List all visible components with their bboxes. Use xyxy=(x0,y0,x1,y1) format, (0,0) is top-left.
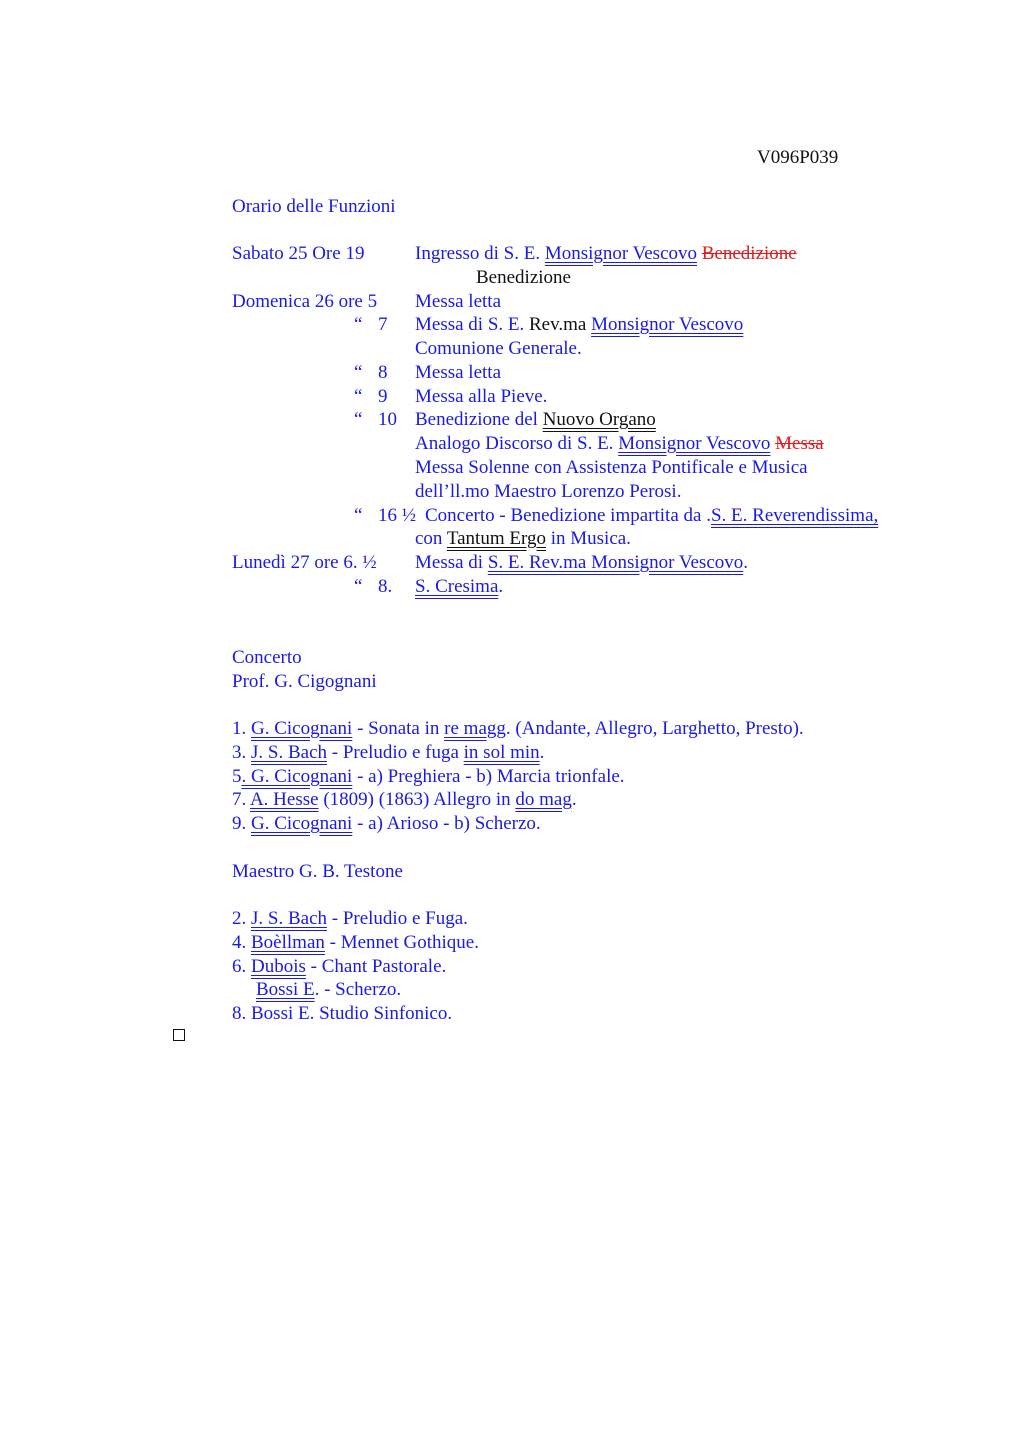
deleted-text: Benedizione xyxy=(701,243,797,264)
entry-text: Benedizione del xyxy=(415,409,543,430)
item-number: 6. xyxy=(232,956,251,977)
item-number: 1. xyxy=(232,718,251,739)
item-text: - Mennet Gothique. xyxy=(324,932,479,953)
program-item xyxy=(232,717,804,741)
item-number: 5 xyxy=(232,766,242,787)
item-text: - Chant Pastorale. xyxy=(305,956,447,977)
item-text: - Sonata in xyxy=(352,718,445,739)
program-item xyxy=(232,955,446,979)
entry-text: Messa di xyxy=(415,552,488,573)
composer-link[interactable]: . G. Cicognani xyxy=(241,766,353,787)
composer-link[interactable]: Dubois xyxy=(251,956,306,977)
program-item xyxy=(232,907,468,931)
checkbox-square-icon xyxy=(173,1029,185,1041)
composer-link[interactable]: Boèllman xyxy=(251,932,325,953)
schedule-entry-sun-10 xyxy=(415,408,656,432)
item-text: . - Scherzo. xyxy=(314,979,402,1000)
program-item: 8. Bossi E. Studio Sinfonico. xyxy=(232,1003,453,1024)
schedule-entry-sun-10-line3: Messa Solenne con Assistenza Pontificale e Musica xyxy=(415,457,808,478)
item-text: - Preludio e Fuga. xyxy=(327,908,468,929)
section-heading-concerto: Concerto xyxy=(232,647,302,668)
inserted-text: Rev.ma xyxy=(529,314,592,335)
schedule-day-monday: Lunedì 27 ore 6. ½ xyxy=(232,552,377,573)
schedule-hour: 8. xyxy=(378,576,393,597)
program-item xyxy=(232,765,625,789)
ditto-mark: “ xyxy=(354,386,363,407)
schedule-entry-sun-7-line2: Comunione Generale. xyxy=(415,338,582,359)
entry-text: Ingresso di S. E. xyxy=(415,243,545,264)
composer-link[interactable]: J. S. Bach xyxy=(251,742,327,763)
link-monsignor-vescovo[interactable]: Monsignor Vescovo xyxy=(618,433,771,454)
schedule-entry-mon-8 xyxy=(415,575,503,599)
schedule-hour: 10 xyxy=(378,409,397,430)
entry-text: . xyxy=(498,576,504,597)
ditto-mark: “ xyxy=(354,362,363,383)
program-item xyxy=(232,812,541,836)
item-number: 9. xyxy=(232,813,251,834)
ditto-mark: “ xyxy=(354,409,363,430)
schedule-entry-sun-9: Messa alla Pieve. xyxy=(415,386,548,407)
composer-link[interactable]: Bossi E xyxy=(256,979,315,1000)
program-item xyxy=(232,741,544,765)
composer-link[interactable]: A. Hesse xyxy=(249,789,319,810)
schedule-entry-sun-7 xyxy=(415,313,743,337)
schedule-day-sunday: Domenica 26 ore 5 xyxy=(232,291,378,312)
key-link[interactable]: re magg xyxy=(444,718,506,739)
page-title: Orario delle Funzioni xyxy=(232,196,396,217)
schedule-entry-sun-10-line4: dell’ll.mo Maestro Lorenzo Perosi. xyxy=(415,481,682,502)
item-text: . xyxy=(571,789,577,810)
schedule-entry-sun-8: Messa letta xyxy=(415,362,502,383)
item-number: 4. xyxy=(232,932,251,953)
schedule-entry-sun-10-line2 xyxy=(415,432,824,456)
key-link[interactable]: in sol min xyxy=(463,742,540,763)
item-number: 3. xyxy=(232,742,251,763)
entry-text: . xyxy=(743,552,749,573)
schedule-entry-mon-6 xyxy=(415,551,748,575)
item-text: . xyxy=(539,742,545,763)
performer-name: Prof. G. Cigognani xyxy=(232,671,377,692)
link-tantum-ergo[interactable]: Tantum Ergo xyxy=(446,528,546,549)
item-number: 7. xyxy=(232,789,250,810)
item-text: - a) Arioso - b) Scherzo. xyxy=(352,813,541,834)
schedule-hour: 9 xyxy=(378,386,388,407)
schedule-entry-sun-16 xyxy=(425,504,878,528)
entry-text: Concerto - Benedizione impartita da . xyxy=(425,505,711,526)
entry-text: Messa di S. E. xyxy=(415,314,529,335)
item-number: 2. xyxy=(232,908,251,929)
schedule-hour: 8 xyxy=(378,362,388,383)
entry-text: con xyxy=(415,528,447,549)
schedule-hour: 7 xyxy=(378,314,388,335)
schedule-day-saturday: Sabato 25 Ore 19 xyxy=(232,243,365,264)
deleted-text: Messa xyxy=(775,433,824,454)
schedule-entry-sun-5: Messa letta xyxy=(415,291,502,312)
entry-text: in Musica. xyxy=(545,528,631,549)
schedule-hour: 16 ½ xyxy=(378,505,416,526)
ditto-mark: “ xyxy=(354,505,363,526)
item-text: (1809) (1863) Allegro in xyxy=(318,789,516,810)
link-se-monsignor-vescovo[interactable]: S. E. Rev.ma Monsignor Vescovo xyxy=(487,552,744,573)
inserted-text: Benedizione xyxy=(476,267,571,288)
ditto-mark: “ xyxy=(354,314,363,335)
link-s-cresima[interactable]: S. Cresima xyxy=(415,576,499,597)
entry-text: Analogo Discorso di S. E. xyxy=(415,433,619,454)
program-item xyxy=(232,931,479,955)
link-monsignor-vescovo[interactable]: Monsignor Vescovo xyxy=(544,243,698,264)
composer-link[interactable]: G. Cicognani xyxy=(251,813,353,834)
composer-link[interactable]: G. Cicognani xyxy=(251,718,353,739)
program-item xyxy=(232,788,577,812)
ditto-mark: “ xyxy=(354,576,363,597)
key-link[interactable]: do mag xyxy=(515,789,572,810)
link-monsignor-vescovo[interactable]: Monsignor Vescovo xyxy=(591,314,744,335)
program-item xyxy=(256,978,401,1002)
item-text: . (Andante, Allegro, Larghetto, Presto). xyxy=(505,718,804,739)
link-se-reverendissima[interactable]: S. E. Reverendissima, xyxy=(710,505,879,526)
document-id: V096P039 xyxy=(757,147,839,168)
schedule-entry-sun-16-line2 xyxy=(415,527,631,551)
item-text: - a) Preghiera - b) Marcia trionfale. xyxy=(352,766,625,787)
performer-name: Maestro G. B. Testone xyxy=(232,861,403,882)
schedule-entry-sat-19 xyxy=(415,242,797,266)
item-text: - Preludio e fuga xyxy=(327,742,464,763)
composer-link[interactable]: J. S. Bach xyxy=(251,908,327,929)
link-nuovo-organo[interactable]: Nuovo Organo xyxy=(542,409,656,430)
